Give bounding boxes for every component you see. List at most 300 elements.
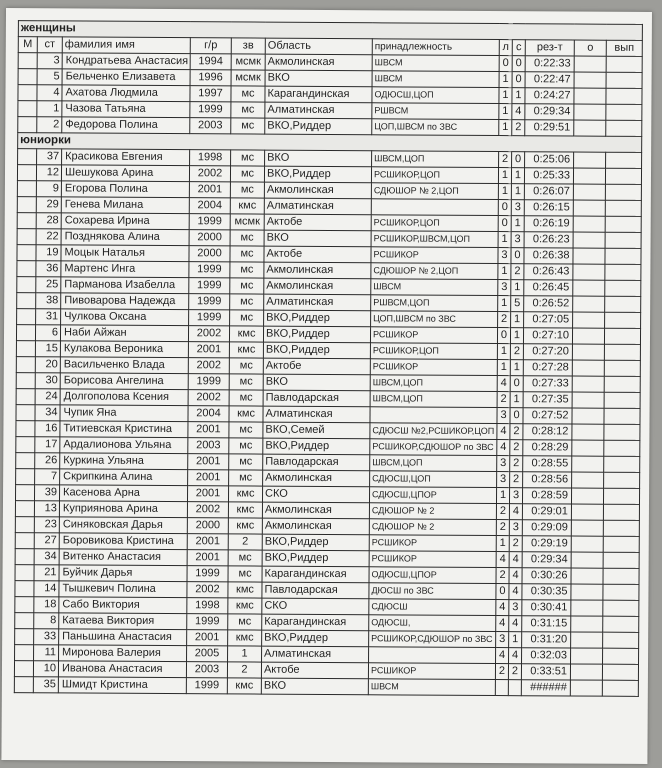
cell-year: 2000 [187,518,228,534]
cell-region: СКО [262,486,369,503]
section-title-juniors: юниорки [18,133,642,153]
cell-l: 1 [499,88,512,104]
cell-rank: мсмк [230,214,264,230]
cell-place [15,517,34,533]
cell-year: 1999 [188,374,229,390]
cell-place [17,261,36,277]
cell-s: 0 [511,248,524,264]
cell-rank: мсмк [231,54,265,70]
cell-org: ШВСМ [372,71,499,88]
cell-s: 1 [510,392,523,408]
cell-org: СДЮШОР № 2 [369,503,496,520]
cell-year: 2001 [188,422,229,438]
cell-place [16,469,35,485]
cell-region: Павлодарская [263,454,370,471]
cell-result: 0:22:47 [525,72,574,88]
cell-s: 2 [510,440,523,456]
cell-year: 2004 [189,198,230,214]
cell-done [605,280,641,296]
cell-result: 0:27:05 [524,312,573,328]
cell-org: ШВСМ,ЦОП [370,375,497,392]
cell-place [15,565,34,581]
cell-name: Парманова Изабелла [61,277,189,294]
section-title-women: женщины [18,21,642,41]
cell-result: 0:26:23 [524,232,573,248]
cell-region: ВКО [261,678,368,695]
cell-s: 3 [509,520,522,536]
cell-rank: кмс [228,598,262,614]
cell-region: СКО [262,598,369,615]
cell-l: 2 [499,152,512,168]
cell-org: ЦОП,ШВСМ по ЗВС [372,119,499,136]
cell-org [370,407,497,424]
cell-year: 1999 [186,678,227,694]
cell-region: ВКО [265,70,372,87]
cell-name: Долгополова Ксения [60,389,188,406]
cell-done [604,344,640,360]
cell-done [603,568,639,584]
cell-place [17,213,36,229]
results-table [14,20,643,697]
cell-name: Чазова Татьяна [62,101,190,118]
cell-l: 3 [497,456,510,472]
cell-region: Акмолинская [262,502,369,519]
cell-done [604,392,640,408]
cell-place [16,341,35,357]
cell-result: ###### [521,680,570,696]
cell-result: 0:28:56 [523,472,572,488]
cell-o [571,584,603,600]
cell-start: 16 [35,421,60,437]
cell-org: РСШИКОР [369,535,496,552]
cell-o [572,344,604,360]
cell-s: 4 [509,584,522,600]
cell-year: 2001 [187,486,228,502]
cell-o [573,184,605,200]
cell-org: РСШИКОР,ШВСМ,ЦОП [371,231,498,248]
cell-s: 1 [511,312,524,328]
cell-region: Карагандинская [262,566,369,583]
cell-result: 0:26:38 [524,248,573,264]
header-o: о [574,40,606,56]
cell-s: 0 [512,72,525,88]
cell-result: 0:30:35 [522,584,571,600]
cell-s: 0 [510,376,523,392]
cell-year: 2002 [187,582,228,598]
cell-place [16,453,35,469]
cell-l: 2 [497,392,510,408]
cell-place [16,437,35,453]
cell-start: 33 [34,629,59,645]
cell-result: 0:26:43 [524,264,573,280]
cell-place [15,645,34,661]
cell-result: 0:29:19 [522,536,571,552]
cell-start: 7 [35,469,60,485]
cell-s: 1 [511,184,524,200]
cell-place [17,293,36,309]
cell-year: 1997 [190,86,231,102]
cell-place [18,149,37,165]
cell-rank: мс [230,182,264,198]
cell-l: 1 [499,104,512,120]
cell-l: 3 [496,632,509,648]
cell-l [495,680,508,696]
header-region: Область [265,38,372,55]
cell-rank: мс [230,230,264,246]
cell-region: Акмолинская [264,262,371,279]
cell-region: ВКО,Риддер [263,342,370,359]
cell-done [603,520,639,536]
cell-rank: 2 [228,534,262,550]
cell-result: 0:26:52 [524,296,573,312]
cell-place [15,501,34,517]
cell-o [574,104,606,120]
cell-place [17,165,36,181]
cell-org: РСШИКОР,СДЮШОР по ЗВС [369,631,496,648]
cell-rank: кмс [227,678,261,694]
header-start: ст [37,37,62,53]
cell-s: 1 [511,280,524,296]
cell-year: 2001 [188,342,229,358]
cell-o [571,488,603,504]
cell-name: Васильченко Влада [60,357,188,374]
cell-rank: мс [230,294,264,310]
cell-done [606,104,642,120]
cell-o [572,376,604,392]
cell-rank: 2 [227,662,261,678]
cell-rank: мс [228,614,262,630]
cell-s: 2 [510,456,523,472]
cell-l: 0 [499,56,512,72]
cell-name: Шмидт Кристина [58,677,186,694]
cell-name: Паньшина Анастасия [59,629,187,646]
cell-s: 1 [510,360,523,376]
cell-name: Красикова Евгения [62,149,190,166]
cell-rank: кмс [229,406,263,422]
cell-start: 10 [33,661,58,677]
cell-region: Акмолинская [265,54,372,71]
cell-year: 1996 [190,70,231,86]
results-sheet [1,8,652,764]
cell-s: 1 [511,168,524,184]
cell-start: 5 [37,69,62,85]
cell-o [573,232,605,248]
cell-result: 0:30:26 [522,568,571,584]
cell-s: 4 [509,568,522,584]
cell-done [604,376,640,392]
cell-o [574,120,606,136]
cell-done [606,88,642,104]
cell-rank: кмс [228,630,262,646]
cell-name: Тышкевич Полина [59,581,187,598]
cell-year: 2001 [189,182,230,198]
cell-region: Акмолинская [263,470,370,487]
cell-s: 3 [509,600,522,616]
cell-l: 0 [498,200,511,216]
cell-o [572,424,604,440]
cell-done [605,232,641,248]
cell-start: 13 [34,501,59,517]
header-s: с [512,40,525,56]
cell-region: Карагандинская [265,86,372,103]
cell-o [573,296,605,312]
cell-o [574,152,606,168]
cell-place [15,581,34,597]
cell-org: ОДЮСШ, [369,615,496,632]
cell-name: Касенова Арна [59,485,187,502]
cell-start: 36 [36,261,61,277]
cell-done [606,56,642,72]
cell-org: ШВСМ [372,55,499,72]
cell-o [573,264,605,280]
cell-region: Карагандинская [262,614,369,631]
cell-place [17,277,36,293]
cell-org: ШВСМ,ЦОП [370,391,497,408]
cell-place [16,373,35,389]
cell-l: 3 [498,248,511,264]
cell-region: ВКО,Риддер [265,118,372,135]
cell-year: 1999 [190,102,231,118]
cell-name: Мартенс Инга [61,261,189,278]
cell-org: РСШИКОР,ЦОП [370,343,497,360]
cell-name: Позднякова Алина [61,229,189,246]
cell-s: 3 [511,232,524,248]
cell-start: 19 [36,245,61,261]
cell-rank: кмс [228,582,262,598]
cell-result: 0:29:34 [522,552,571,568]
cell-region: ВКО,Риддер [264,310,371,327]
cell-l: 0 [497,328,510,344]
cell-region: ВКО [264,230,371,247]
cell-s: 4 [512,104,525,120]
cell-o [571,648,603,664]
cell-region: Алматинская [265,102,372,119]
cell-region: Алматинская [263,406,370,423]
header-name: фамилия имя [62,37,190,54]
cell-name: Сабо Виктория [59,597,187,614]
cell-year: 2002 [188,358,229,374]
cell-org: СДЮШОР № 2 [369,519,496,536]
table-row [14,677,638,697]
cell-done [603,488,639,504]
cell-region: Акмолинская [262,518,369,535]
cell-org: СДЮСШ №2,РСШИКОР,ЦОП [370,423,497,440]
cell-rank: кмс [228,518,262,534]
cell-year: 2002 [188,390,229,406]
cell-year: 2002 [189,166,230,182]
cell-name: Катаева Виктория [59,613,187,630]
cell-done [603,504,639,520]
cell-name: Моцык Наталья [61,245,189,262]
cell-place [15,485,34,501]
cell-o [572,408,604,424]
cell-start: 1 [37,101,62,117]
cell-result: 0:29:51 [525,120,574,136]
cell-place [14,661,33,677]
cell-place [16,389,35,405]
cell-start: 29 [36,197,61,213]
cell-org: ДЮСШ по ЗВС [369,583,496,600]
cell-l: 4 [496,648,509,664]
cell-o [573,216,605,232]
cell-region: Актобе [264,246,371,263]
cell-rank: мс [230,310,264,326]
cell-year: 1998 [190,150,231,166]
cell-region: ВКО [263,374,370,391]
cell-rank: мс [231,86,265,102]
cell-place [14,677,33,693]
cell-l: 1 [498,264,511,280]
header-done: вып [606,40,642,56]
cell-place [18,85,37,101]
cell-year: 1999 [189,278,230,294]
cell-o [571,568,603,584]
cell-s: 2 [510,472,523,488]
cell-l: 1 [496,488,509,504]
cell-result: 0:27:33 [523,376,572,392]
cell-region: ВКО,Риддер [263,326,370,343]
cell-region: Акмолинская [264,278,371,295]
cell-year: 1994 [190,54,231,70]
cell-region: ВКО,Риддер [264,166,371,183]
cell-name: Буйчик Дарья [59,565,187,582]
cell-start: 21 [34,565,59,581]
cell-l: 4 [496,616,509,632]
cell-o [572,360,604,376]
cell-org: СДЮШОР № 2,ЦОП [371,263,498,280]
cell-rank: кмс [228,486,262,502]
cell-rank: мс [230,246,264,262]
header-place: М [18,37,37,53]
cell-org: ОДЮСШ,ЦПОР [369,567,496,584]
cell-org: РШВСМ [372,103,499,120]
cell-place [15,549,34,565]
cell-rank: кмс [228,502,262,518]
cell-s: 2 [509,536,522,552]
cell-name: Куприянова Арина [59,501,187,518]
cell-result: 0:29:09 [522,520,571,536]
cell-s: 1 [509,632,522,648]
cell-region: ВКО,Риддер [262,550,369,567]
cell-year: 1999 [189,214,230,230]
cell-org [371,199,498,216]
cell-s: 0 [512,56,525,72]
cell-start: 31 [36,309,61,325]
cell-place [15,533,34,549]
cell-start: 4 [37,85,62,101]
cell-rank: мс [229,358,263,374]
header-year: г/р [190,38,231,54]
cell-name: Куркина Ульяна [60,453,188,470]
cell-done [604,408,640,424]
cell-done [606,152,642,168]
cell-region: Актобе [263,358,370,375]
cell-result: 0:27:52 [523,408,572,424]
cell-place [17,245,36,261]
cell-l: 0 [498,216,511,232]
cell-result: 0:26:15 [524,200,573,216]
cell-start: 15 [35,341,60,357]
cell-o [573,248,605,264]
cell-result: 0:33:51 [521,664,570,680]
cell-name: Миронова Валерия [59,645,187,662]
cell-s: 1 [512,88,525,104]
cell-done [605,216,641,232]
cell-done [605,168,641,184]
cell-place [18,69,37,85]
cell-org: РСШИКОР,СДЮШОР по ЗВС [370,439,497,456]
cell-l: 2 [496,504,509,520]
cell-result: 0:29:34 [525,104,574,120]
cell-l: 4 [497,376,510,392]
cell-s: 2 [512,120,525,136]
cell-done [606,120,642,136]
cell-l: 3 [497,472,510,488]
cell-result: 0:22:33 [525,56,574,72]
cell-o [572,328,604,344]
cell-region: ВКО,Риддер [262,630,369,647]
cell-name: Шешукова Арина [61,165,189,182]
cell-region: Павлодарская [263,390,370,407]
cell-start: 14 [34,581,59,597]
cell-result: 0:31:20 [522,632,571,648]
cell-done [602,680,638,696]
cell-l: 2 [496,568,509,584]
cell-result: 0:27:10 [523,328,572,344]
cell-done [604,456,640,472]
cell-name: Наби Айжан [60,325,188,342]
cell-done [605,184,641,200]
cell-name: Пивоварова Надежда [61,293,189,310]
cell-place [15,597,34,613]
cell-start: 8 [34,613,59,629]
cell-year: 2004 [188,406,229,422]
cell-s: 2 [510,344,523,360]
cell-year: 2000 [189,246,230,262]
cell-year: 2001 [187,630,228,646]
cell-result: 0:27:35 [523,392,572,408]
cell-year: 2003 [188,438,229,454]
cell-l: 1 [499,72,512,88]
cell-l: 1 [499,120,512,136]
cell-org: ЦОП,ШВСМ по ЗВС [371,311,498,328]
cell-s: 4 [509,552,522,568]
cell-o [571,536,603,552]
cell-name: Ахатова Людмила [62,85,190,102]
cell-s: 1 [511,216,524,232]
cell-start: 30 [35,373,60,389]
cell-year: 2002 [188,326,229,342]
cell-place [16,357,35,373]
cell-rank: кмс [229,342,263,358]
cell-rank: мс [229,422,263,438]
cell-l: 1 [498,232,511,248]
cell-org: РСШИКОР [371,247,498,264]
cell-name: Синяковская Дарья [59,517,187,534]
cell-year: 2001 [187,550,228,566]
cell-name: Борисова Ангелина [60,373,188,390]
cell-l: 1 [498,296,511,312]
cell-result: 0:28:29 [523,440,572,456]
cell-o [572,392,604,408]
cell-s: 2 [510,424,523,440]
cell-region: Алматинская [262,646,369,663]
cell-start: 12 [36,165,61,181]
cell-done [603,600,639,616]
cell-result: 0:27:20 [523,344,572,360]
cell-o [573,200,605,216]
cell-org: РСШИКОР [369,551,496,568]
